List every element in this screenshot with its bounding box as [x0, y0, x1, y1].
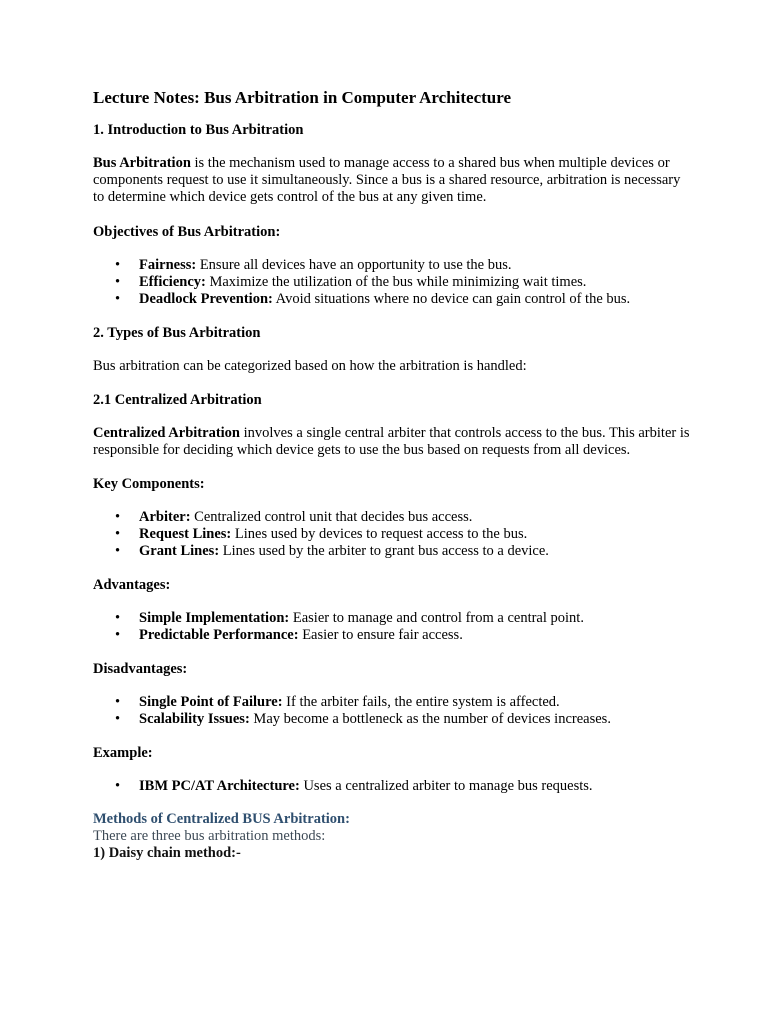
disadvantages-list	[93, 694, 693, 728]
item-term: Request Lines:	[139, 526, 232, 542]
item-text: Avoid situations where no device can gain control of the bus.	[272, 291, 631, 307]
item-term: Grant Lines:	[139, 543, 220, 559]
bullet-icon: •	[115, 543, 121, 559]
components-heading: Key Components:	[93, 476, 205, 492]
objectives-list	[93, 257, 693, 308]
methods-intro: There are three bus arbitration methods:	[93, 828, 326, 844]
item-text: Uses a centralized arbiter to manage bus requests.	[299, 778, 593, 794]
centralized-paragraph	[93, 425, 693, 459]
methods-heading: Methods of Centralized BUS Arbitration:	[93, 811, 350, 827]
bullet-icon: •	[115, 627, 121, 643]
types-intro: Bus arbitration can be categorized based on how the arbitration is handled:	[93, 358, 527, 374]
item-term: Efficiency:	[139, 274, 206, 290]
list-item	[93, 711, 693, 728]
list-item	[93, 694, 693, 711]
item-term: Simple Implementation:	[139, 610, 290, 626]
example-list	[93, 778, 693, 795]
item-text: If the arbiter fails, the entire system is affected.	[282, 694, 560, 710]
document-page	[93, 87, 693, 862]
item-term: Fairness:	[139, 257, 197, 273]
item-text: Lines used by the arbiter to grant bus access to a device.	[219, 543, 549, 559]
item-text: Ensure all devices have an opportunity to use the bus.	[196, 257, 512, 273]
centralized-term: Centralized Arbitration	[93, 425, 240, 441]
intro-term: Bus Arbitration	[93, 155, 191, 171]
list-item	[93, 509, 693, 526]
item-text: Lines used by devices to request access to the bus.	[231, 526, 528, 542]
example-heading: Example:	[93, 745, 153, 761]
bullet-icon: •	[115, 526, 121, 542]
item-text: Maximize the utilization of the bus while minimizing wait times.	[205, 274, 587, 290]
item-term: Arbiter:	[139, 509, 191, 525]
bullet-icon: •	[115, 610, 121, 626]
item-term: Single Point of Failure:	[139, 694, 283, 710]
item-term: Deadlock Prevention:	[139, 291, 273, 307]
list-item	[93, 257, 693, 274]
list-item	[93, 778, 693, 795]
list-item	[93, 526, 693, 543]
advantages-heading: Advantages:	[93, 577, 171, 593]
intro-paragraph	[93, 155, 693, 206]
bullet-icon: •	[115, 274, 121, 290]
section-2-heading: 2. Types of Bus Arbitration	[93, 325, 261, 341]
list-item	[93, 274, 693, 291]
item-term: Scalability Issues:	[139, 711, 250, 727]
bullet-icon: •	[115, 694, 121, 710]
item-text: Centralized control unit that decides bus access.	[190, 509, 473, 525]
item-term: Predictable Performance:	[139, 627, 299, 643]
components-list	[93, 509, 693, 560]
bullet-icon: •	[115, 291, 121, 307]
advantages-list	[93, 610, 693, 644]
section-1-heading: 1. Introduction to Bus Arbitration	[93, 122, 304, 138]
document-title: Lecture Notes: Bus Arbitration in Computer Architecture	[93, 88, 512, 107]
bullet-icon: •	[115, 509, 121, 525]
item-text: Easier to ensure fair access.	[298, 627, 463, 643]
subsection-2-1-heading: 2.1 Centralized Arbitration	[93, 392, 262, 408]
daisy-chain-heading: 1) Daisy chain method:-	[93, 845, 241, 861]
centralized-text: involves a single central arbiter that controls access to the bus. This arbiter is responsible for deciding which device gets to use the bus based on requests from all devices.	[93, 425, 690, 458]
list-item	[93, 543, 693, 560]
item-text: Easier to manage and control from a central point.	[289, 610, 584, 626]
list-item	[93, 610, 693, 627]
disadvantages-heading: Disadvantages:	[93, 661, 188, 677]
item-term: IBM PC/AT Architecture:	[139, 778, 300, 794]
bullet-icon: •	[115, 257, 121, 273]
list-item	[93, 627, 693, 644]
item-text: May become a bottleneck as the number of devices increases.	[249, 711, 611, 727]
intro-text: is the mechanism used to manage access to a shared bus when multiple devices or components request to use it simultaneously. Since a bus is a shared resource, arbitration is necessary to determine which device gets control of the bus at any given time.	[93, 155, 681, 205]
bullet-icon: •	[115, 778, 121, 794]
list-item	[93, 291, 693, 308]
bullet-icon: •	[115, 711, 121, 727]
objectives-heading: Objectives of Bus Arbitration:	[93, 224, 281, 240]
